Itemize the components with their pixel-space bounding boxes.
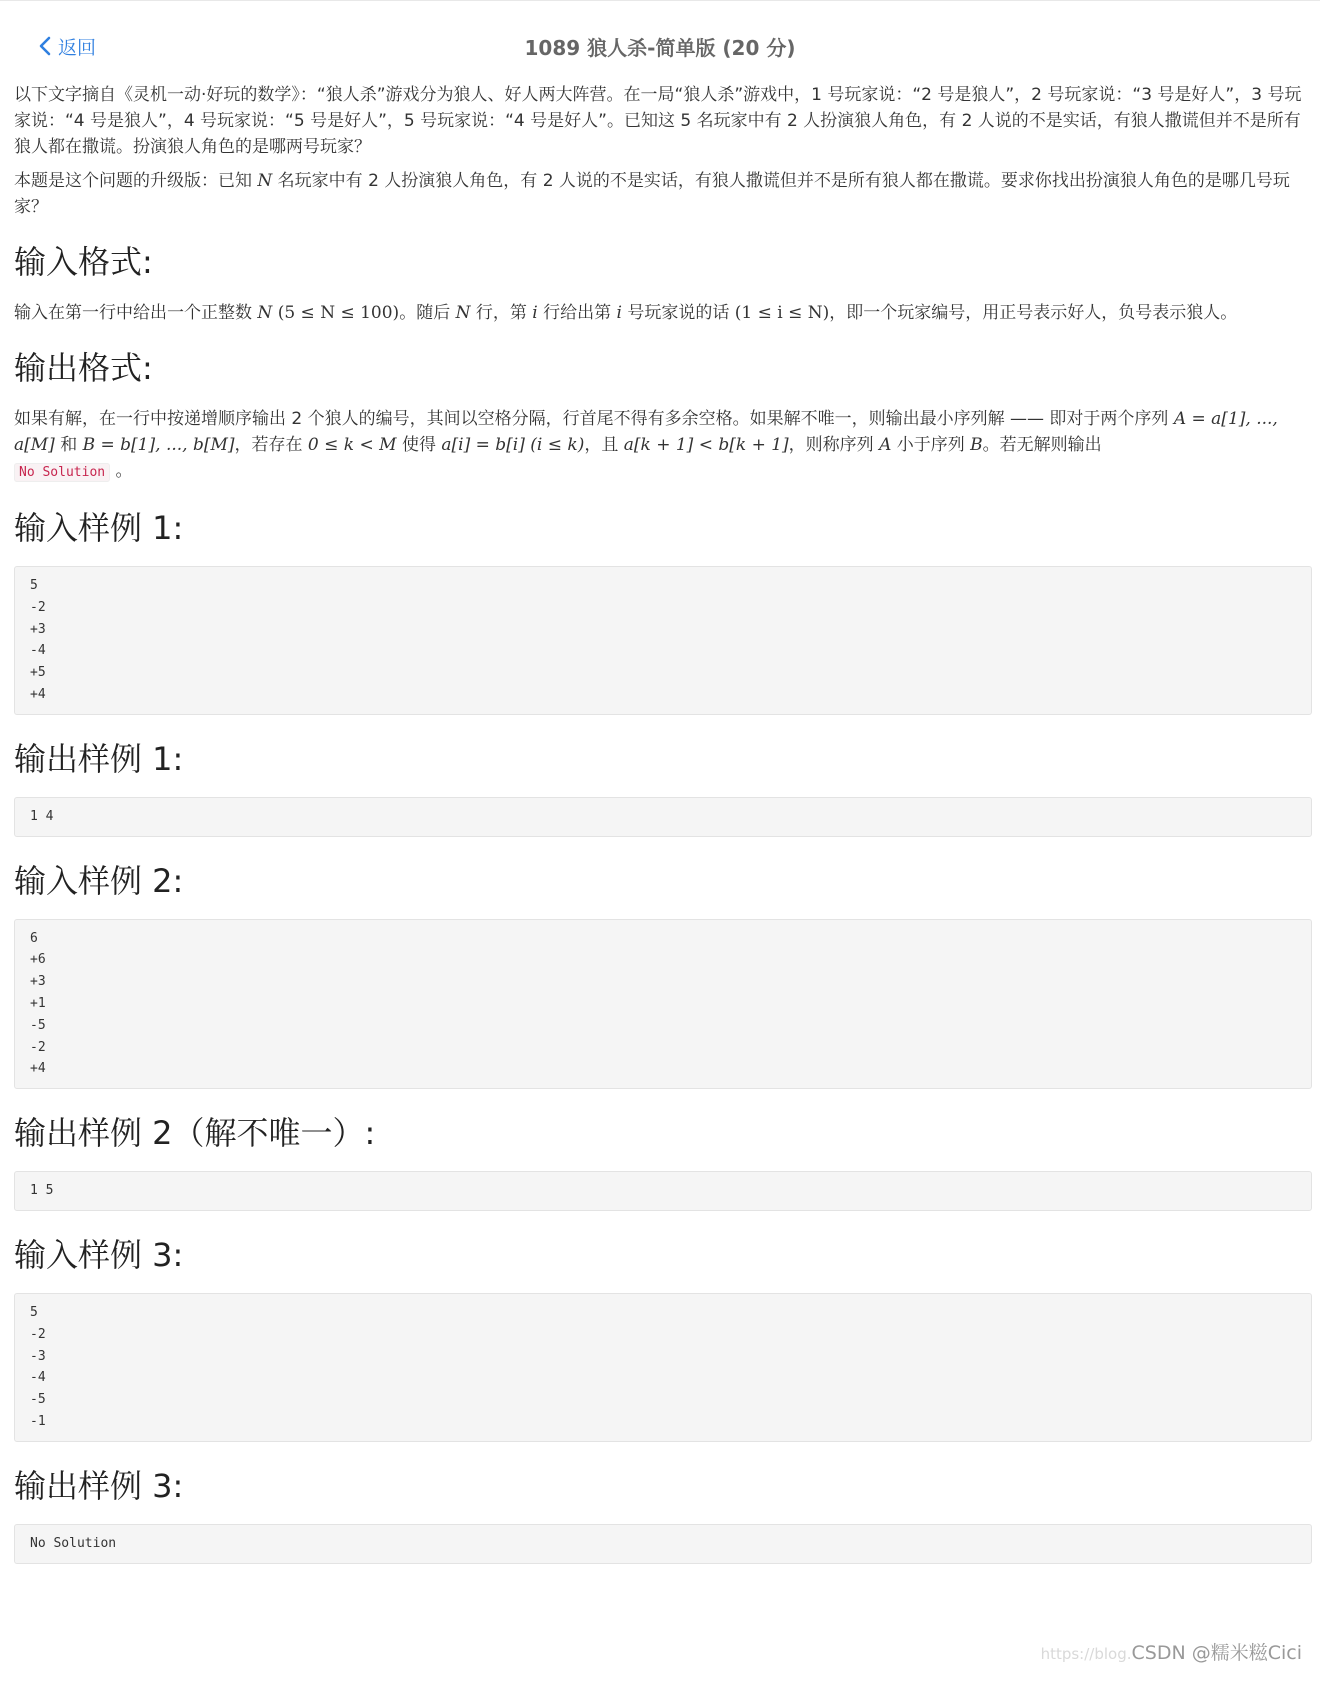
top-divider: [0, 0, 1320, 1]
output-format-heading: 输出格式:: [14, 349, 153, 387]
upgrade-paragraph: 本题是这个问题的升级版：已知 N 名玩家中有 2 人扮演狼人角色，有 2 人说的不是实话，有狼人撒谎但并不是所有狼人都在撒谎。要求你找出扮演狼人角色的是哪几号玩家？: [14, 171, 1290, 217]
sample-output-3-heading: 输出样例 3:: [14, 1466, 184, 1505]
inline-code: No Solution: [14, 463, 110, 482]
math-var: N: [257, 171, 273, 191]
sample-input-3-heading: 输入样例 3:: [14, 1235, 184, 1274]
sample-output-2-code: 1 5: [14, 1171, 1312, 1211]
sample-input-1-code: 5 -2 +3 -4 +5 +4: [14, 566, 1312, 715]
sample-output-2-heading: 输出样例 2（解不唯一）:: [14, 1114, 376, 1153]
sample-input-1-heading: 输入样例 1:: [14, 509, 184, 547]
watermark: https://blog.CSDN @糯米糍Cici: [1040, 1642, 1302, 1664]
sample-input-2-code: 6 +6 +3 +1 -5 -2 +4: [14, 919, 1312, 1090]
intro-paragraph: 以下文字摘自《灵机一动·好玩的数学》：“狼人杀”游戏分为狼人、好人两大阵营。在一局“狼人杀”游戏中，1 号玩家说：“2 号是狼人”，2 号玩家说：“3 号是好人”，3 号玩家说：“4 号是狼人”，4 号玩家说：“5 号是好人”，5 号玩家说：“4 号是好人”。已知这 5 名玩家中有 2 人扮演狼人角色，有 2 人说的不是实话，有狼人撒谎但并不是所有狼人都在撒谎。扮演狼人角色的是哪两号玩家？: [14, 85, 1302, 157]
input-format-text: 输入在第一行中给出一个正整数 N (5 ≤ N ≤ 100)。随后 N 行，第 i 行给出第 i 号玩家说的话 (1 ≤ i ≤ N)，即一个玩家编号，用正号表示好人，负号表示狼人。: [14, 303, 1238, 323]
problem-content: [14, 82, 1312, 1588]
page-title: 1089 狼人杀-简单版 (20 分): [524, 36, 796, 60]
sample-input-3-code: 5 -2 -3 -4 -5 -1: [14, 1293, 1312, 1442]
sample-output-1-code: 1 4: [14, 797, 1312, 837]
input-format-heading: 输入格式:: [14, 243, 153, 281]
output-format-text: 如果有解，在一行中按递增顺序输出 2 个狼人的编号，其间以空格分隔，行首尾不得有多余空格。如果解不唯一，则输出最小序列解 —— 即对于两个序列 A = a[1], ..., a[M] 和 B = b[1], ..., b[M]，若存在 0 ≤ k < M 使得 a[i] = b[i] (i ≤ k)，且 a[k + 1] < b[k + 1]，则称序列 A 小于序列 B。若无解则输出 No Solution 。: [14, 409, 1278, 481]
sample-input-2-heading: 输入样例 2:: [14, 861, 184, 900]
sample-output-3-code: No Solution: [14, 1524, 1312, 1564]
back-label: 返回: [58, 36, 97, 59]
header: [0, 28, 1320, 64]
sample-output-1-heading: 输出样例 1:: [14, 739, 184, 778]
